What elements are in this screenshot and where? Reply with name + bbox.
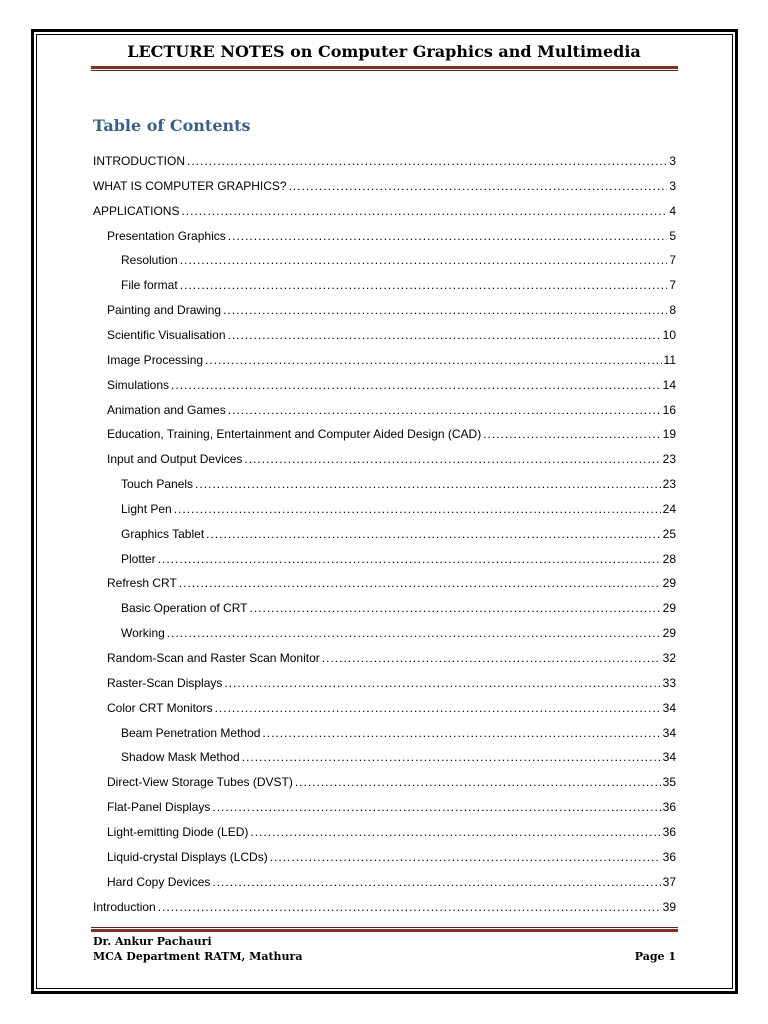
toc-entry-label: Hard Copy Devices [107,874,211,889]
toc-dot-leader [270,850,661,864]
toc-entry-label: Image Processing [107,352,204,367]
toc-dot-leader [289,179,668,193]
toc-entry-page: 24 [662,501,676,516]
footer-rule-thin [91,927,678,928]
toc-dot-leader [195,477,661,491]
toc-entry-page: 29 [662,601,676,616]
toc-entry[interactable] [121,552,676,572]
toc-entry-page: 8 [669,303,676,318]
toc-dot-leader [224,676,660,690]
toc-entry-page: 28 [662,551,676,566]
toc-entry-label: Liquid-crystal Displays (LCDs) [107,849,268,864]
toc-entry-page: 23 [662,477,676,492]
toc-entry-page: 36 [662,800,676,815]
toc-entry[interactable] [93,154,676,174]
toc-dot-leader [187,154,667,168]
toc-dot-leader [228,328,661,342]
toc-entry[interactable] [121,527,676,547]
toc-entry-label: Direct-View Storage Tubes (DVST) [107,775,293,790]
toc-entry-label: Plotter [121,551,156,566]
toc-entry-page: 4 [669,203,676,218]
toc-entry-label: Introduction [93,899,156,914]
toc-dot-leader [205,353,661,367]
toc-entry-label: Random-Scan and Raster Scan Monitor [107,651,320,665]
toc-entry-label: Color CRT Monitors [107,700,213,715]
toc-dot-leader [167,626,661,640]
toc-entry[interactable] [121,750,676,770]
toc-dot-leader [174,502,661,516]
toc-dot-leader [180,278,668,292]
toc-dot-leader [171,378,661,392]
toc-entry-label: APPLICATIONS [93,203,180,218]
toc-dot-leader [181,204,667,218]
toc-entry[interactable] [107,378,676,398]
toc-entry-label: Working [121,626,165,641]
toc-dot-leader [223,303,667,317]
toc-entry[interactable] [107,775,676,795]
toc-dot-leader [180,253,668,267]
toc-entry-label: WHAT IS COMPUTER GRAPHICS? [93,178,287,193]
toc-entry-page: 39 [662,899,676,914]
toc-entry[interactable] [107,229,676,249]
toc-dot-leader [322,651,661,665]
toc-entry-page: 25 [662,526,676,541]
toc-entry-page: 7 [669,253,676,268]
toc-entry-label: Raster-Scan Displays [107,675,223,690]
toc-entry-label: Graphics Tablet [121,526,205,541]
toc-dot-leader [206,527,660,541]
toc-entry[interactable] [121,626,676,646]
toc-entry-page: 29 [662,626,676,641]
toc-entry-page: 3 [669,178,676,193]
footer-author: Dr. Ankur Pachauri [93,935,212,948]
toc-entry-page: 35 [662,775,676,790]
toc-entry[interactable] [107,576,676,596]
toc-entry-page: 34 [662,750,676,765]
toc-entry-label: Animation and Games [107,402,226,417]
toc-entry-label: Light-emitting Diode (LED) [107,824,249,839]
toc-entry-page: 5 [669,228,676,243]
toc-entry[interactable] [107,303,676,323]
toc-entry-label: Shadow Mask Method [121,750,240,765]
toc-entry[interactable] [121,278,676,298]
toc-entry-page: 10 [662,327,676,342]
toc-entry-page: 36 [662,824,676,839]
toc-entry-label: Beam Penetration Method [121,725,261,740]
toc-entry-page: 33 [662,675,676,690]
toc-entry-label: File format [121,278,178,293]
header-rule-thick [91,66,678,69]
toc-entry[interactable] [121,601,676,621]
toc-entry[interactable] [121,477,676,497]
toc-entry[interactable] [107,676,676,696]
toc-entry-label: Resolution [121,253,178,268]
toc-entry[interactable] [107,850,676,870]
toc-entry-label: Refresh CRT [107,576,177,591]
toc-entry-label: Touch Panels [121,477,194,492]
toc-entry[interactable] [107,651,676,671]
toc-dot-leader [250,601,661,615]
toc-dot-leader [244,452,660,466]
toc-entry[interactable] [107,875,676,895]
toc-entry-label: INTRODUCTION [93,154,185,168]
toc-dot-leader [212,800,660,814]
toc-entry-label: Basic Operation of CRT [121,601,248,616]
toc-entry-label: Education, Training, Entertainment and Computer Aided Design (CAD) [107,427,482,442]
toc-entry[interactable] [121,726,676,746]
toc-entry[interactable] [107,403,676,423]
toc-entry[interactable] [107,452,676,472]
footer-page-number: Page 1 [634,950,676,963]
toc-entry-label: Presentation Graphics [107,228,226,243]
toc-dot-leader [228,403,661,417]
toc-dot-leader [228,229,668,243]
toc-entry-label: Simulations [107,377,170,392]
toc-entry[interactable] [107,701,676,721]
toc-entry-page: 29 [662,576,676,591]
toc-dot-leader [212,875,660,889]
toc-entry[interactable] [93,900,676,920]
toc-entry[interactable] [121,253,676,273]
toc-entry-page: 23 [662,452,676,467]
toc-entry-label: Light Pen [121,501,172,516]
toc-entry[interactable] [93,204,676,224]
toc-entry-page: 16 [662,402,676,417]
toc-entry-page: 34 [662,700,676,715]
toc-entry-page: 34 [662,725,676,740]
toc-dot-leader [242,750,661,764]
toc-entry-page: 32 [662,651,676,665]
toc-entry[interactable] [107,800,676,820]
toc-heading: Table of Contents [93,116,251,135]
toc-entry[interactable] [107,825,676,845]
toc-entry-label: Painting and Drawing [107,303,222,318]
toc-dot-leader [179,576,661,590]
footer-department: MCA Department RATM, Mathura [93,950,303,963]
toc-entry-page: 7 [669,278,676,293]
toc-entry-page: 37 [662,874,676,889]
header-rule-thin [91,70,678,71]
toc-dot-leader [483,427,660,441]
toc-entry[interactable] [121,502,676,522]
toc-dot-leader [158,552,661,566]
toc-entry-page: 11 [663,352,676,367]
toc-entry[interactable] [107,353,676,373]
toc-entry-label: Flat-Panel Displays [107,800,211,815]
toc-entry-page: 3 [669,154,676,168]
toc-entry-page: 36 [662,849,676,864]
toc-entry-label: Scientific Visualisation [107,327,226,342]
toc-entry-label: Input and Output Devices [107,452,243,467]
toc-dot-leader [295,775,661,789]
toc-dot-leader [158,900,661,914]
toc-entry-page: 19 [662,427,676,442]
toc-entry[interactable] [107,328,676,348]
toc-dot-leader [262,726,660,740]
toc-entry[interactable] [93,179,676,199]
toc-dot-leader [215,701,661,715]
footer-rule-thick [91,929,678,932]
toc-entry[interactable] [107,427,676,447]
toc-dot-leader [250,825,660,839]
page-header-title: LECTURE NOTES on Computer Graphics and Multimedia [127,42,641,61]
toc-entry-page: 14 [662,377,676,392]
